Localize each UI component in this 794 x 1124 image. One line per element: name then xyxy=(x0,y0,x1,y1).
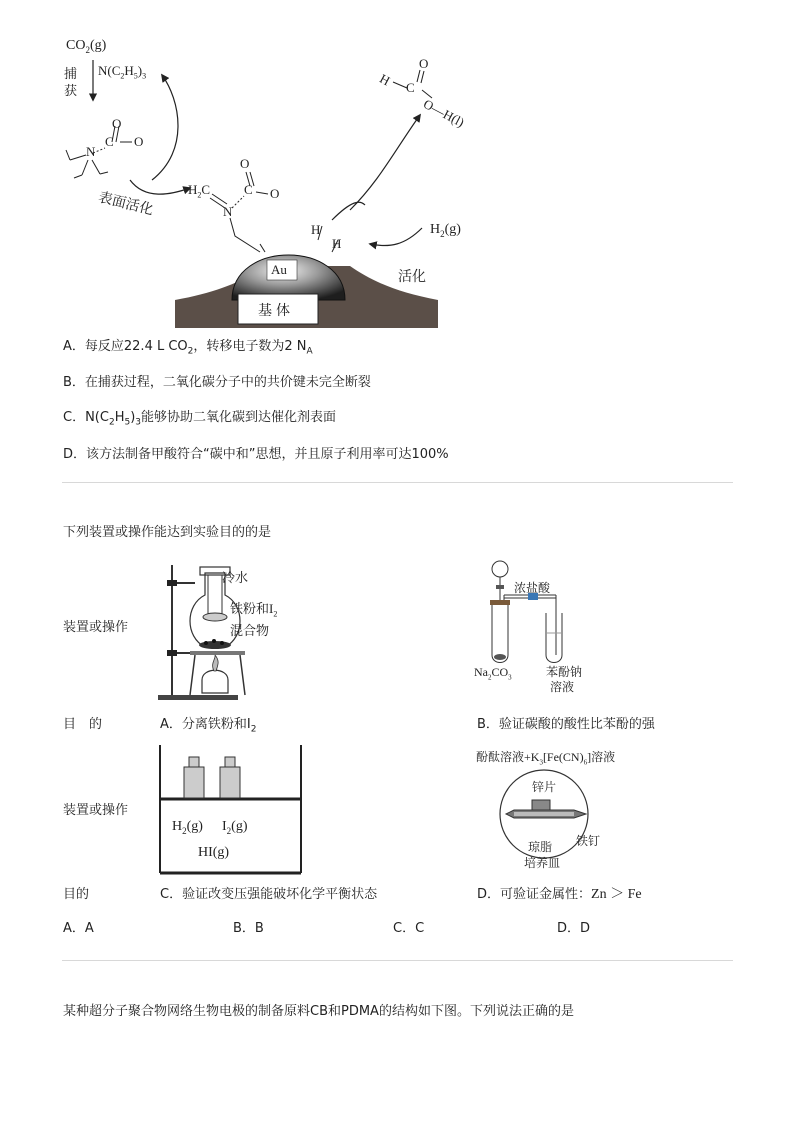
device-c-svg xyxy=(158,745,303,875)
surface-activation-label: 表面活化 xyxy=(96,189,155,219)
caption-b: B．验证碳酸的酸性比苯酚的强 xyxy=(477,717,655,732)
atom-O-1a: O xyxy=(112,116,122,131)
formic-O-top: O xyxy=(419,56,429,71)
agar-label: 琼脂 xyxy=(528,840,553,854)
caption-d: D．可验证金属性：Zn ＞ Fe xyxy=(477,887,642,902)
answer-a[interactable]: A．A xyxy=(63,921,94,936)
caption-c: C．验证改变压强能破坏化学平衡状态 xyxy=(160,887,378,902)
formic-C: C xyxy=(406,80,415,95)
catalysis-diagram xyxy=(60,30,480,330)
amine-label: $N(C_2H_5)_3$ xyxy=(98,63,147,81)
nail-label: 铁钉 xyxy=(576,834,601,848)
dish-label: 培养皿 xyxy=(524,856,561,870)
device-d xyxy=(476,748,676,873)
device-b-svg xyxy=(470,555,610,705)
activation-label: 活化 xyxy=(398,269,426,285)
i2-gas-label: $I_2(g)$ xyxy=(222,819,248,836)
formic-H: H xyxy=(377,70,393,89)
hi-gas-label: HI(g) xyxy=(198,845,230,860)
q1-option-b[interactable]: B．在捕获过程，二氧化碳分子中的共价键未完全断裂 xyxy=(63,375,371,390)
capture-label: 捕 获 xyxy=(64,67,78,99)
au-label: Au xyxy=(271,262,287,277)
q2-row-device-2: 装置或操作 xyxy=(63,803,129,818)
mixture-label: 铁粉和$I_2$ 混合物 xyxy=(230,601,278,638)
q2-row-purpose-2: 目的 xyxy=(63,887,90,902)
atom-N-2: N xyxy=(223,204,233,219)
answer-b[interactable]: B．B xyxy=(233,921,264,936)
atom-C-2: C xyxy=(244,182,253,197)
atom-O-2b: O xyxy=(270,186,280,201)
atom-N-1: N xyxy=(86,144,96,159)
phenolate-label: 苯酚钠 溶液 xyxy=(546,665,583,694)
substrate-label: 基体 xyxy=(258,303,294,319)
divider-1 xyxy=(62,482,733,483)
answer-c[interactable]: C．C xyxy=(393,921,425,936)
na2co3-label: $Na_2CO_3$ xyxy=(474,665,512,682)
adsorbed-H-1: H xyxy=(311,222,321,237)
q2-stem: 下列装置或操作能达到实验目的的是 xyxy=(63,525,272,540)
co2-label: $CO_2(g)$ xyxy=(66,38,107,55)
adsorbed-H-2: H xyxy=(332,236,342,251)
reagent-label: 酚酞溶液$+K_3[Fe(CN)_6]$溶液 xyxy=(476,750,616,767)
q1-option-c[interactable]: C．$N(C_2H_5)_3$能够协助二氧化碳到达催化剂表面 xyxy=(63,410,337,428)
q2-row-purpose-1: 目 的 xyxy=(63,717,103,732)
q1-option-a[interactable]: A．每反应22.4 L $CO_2$，转移电子数为2 $N_A$ xyxy=(63,339,313,357)
device-b xyxy=(470,555,610,705)
atom-C-1: C xyxy=(105,134,114,149)
atom-O-1b: O xyxy=(134,134,144,149)
answer-d[interactable]: D．D xyxy=(557,921,591,936)
divider-2 xyxy=(62,960,733,961)
h2-gas-label: $H_2(g)$ xyxy=(172,819,203,836)
device-a xyxy=(150,555,290,705)
cold-water-label: 冷水 xyxy=(222,570,249,585)
q1-option-d[interactable]: D．该方法制备甲酸符合“碳中和”思想，并且原子利用率可达100% xyxy=(63,447,449,462)
h2-label: $H_2(g)$ xyxy=(430,222,461,239)
device-c xyxy=(158,745,303,875)
acid-label: 浓盐酸 xyxy=(514,581,551,595)
formic-OH: O—H(l) xyxy=(420,96,467,130)
q3-stem: 某种超分子聚合物网络生物电极的制备原料CB和PDMA的结构如下图。下列说法正确的是 xyxy=(63,1004,574,1019)
caption-a: A．分离铁粉和$I_2$ xyxy=(160,717,257,735)
adsorbed-H2C: $H_2C$ xyxy=(188,182,211,200)
q2-row-device-1: 装置或操作 xyxy=(63,620,129,635)
atom-O-2a: O xyxy=(240,156,250,171)
zinc-label: 锌片 xyxy=(532,780,557,794)
